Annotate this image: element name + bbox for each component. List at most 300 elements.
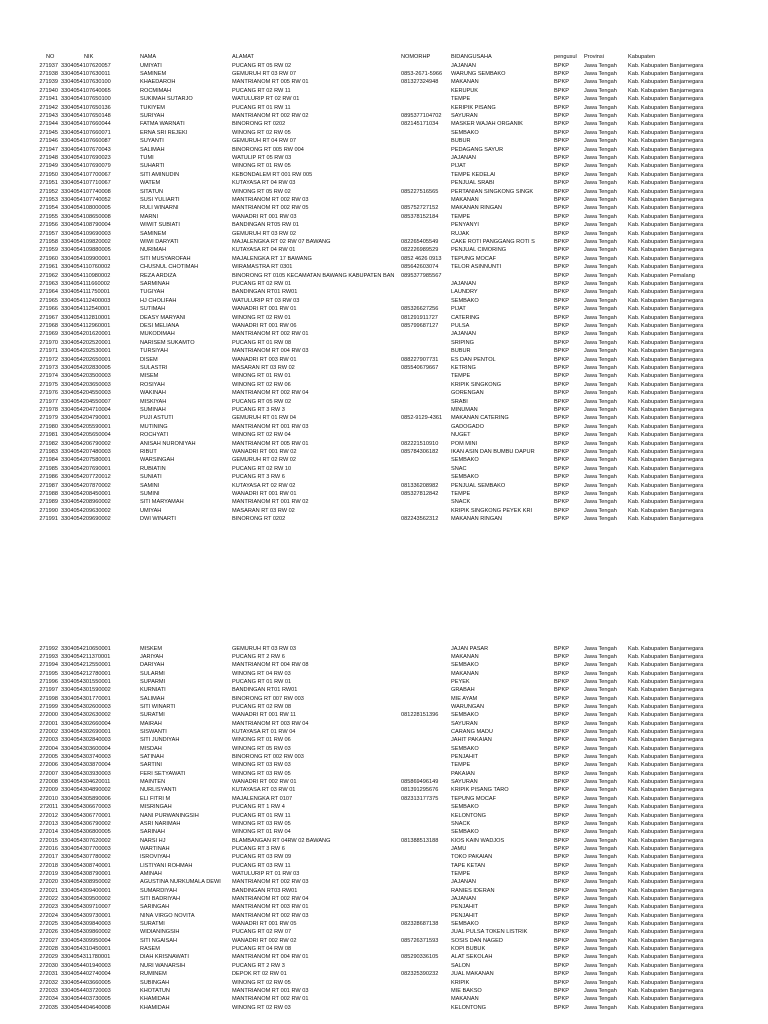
row-bidangusaha: PENJAHIT (451, 912, 479, 919)
row-kabupaten: Kab. Kabupaten Banjarnegara (628, 896, 704, 902)
row-provinsi: Jawa Tengah (584, 645, 617, 652)
row-no: 271983 (39, 448, 58, 455)
row-provinsi: Jawa Tengah (584, 121, 617, 128)
row-no: 271978 (39, 406, 58, 413)
row-nik: 3304054209630002 (61, 507, 111, 514)
row-no: 272029 (39, 954, 58, 961)
row-nik: 3304054309500002 (61, 896, 111, 902)
row-pengusul: BPKP (554, 280, 569, 287)
row-pengusul: BPKP (554, 222, 569, 229)
row-no: 271969 (39, 331, 58, 338)
row-bidangusaha: TEMPE (451, 213, 471, 220)
row-nomorhp: 085326627256 (401, 306, 439, 313)
row-provinsi: Jawa Tengah (584, 381, 617, 388)
row-nama: RUMINEM (140, 971, 167, 978)
row-pengusul: BPKP (554, 255, 569, 262)
row-bidangusaha: BUBUR (451, 348, 471, 355)
row-nama: JARIYAH (140, 653, 164, 660)
row-provinsi: Jawa Tengah (584, 896, 617, 902)
row-nama: KHOTATUN (140, 987, 170, 994)
row-bidangusaha: MIE AYAM (451, 695, 478, 702)
row-nomorhp: 0852 4626 0913 (401, 255, 442, 262)
row-kabupaten: Kab. Kabupaten Banjarnegara (628, 762, 704, 769)
row-pengusul: BPKP (554, 712, 569, 719)
row-no: 271988 (39, 490, 58, 497)
row-pengusul: BPKP (554, 348, 569, 355)
row-pengusul: BPKP (554, 921, 569, 928)
table-row (0, 1003, 768, 1013)
row-kabupaten: Kab. Kabupaten Banjarnegara (628, 180, 704, 187)
row-no: 271945 (39, 129, 58, 136)
row-nik: 3304054207870002 (61, 482, 111, 489)
row-nik: 3304054112810001 (61, 314, 111, 321)
row-provinsi: Jawa Tengah (584, 804, 617, 811)
row-bidangusaha: SEMBAKO (451, 129, 479, 136)
row-nik: 3304054112540001 (61, 306, 111, 313)
row-no: 272002 (39, 729, 58, 735)
row-nik: 3304054309840003 (61, 921, 111, 928)
row-kabupaten: Kab. Kabupaten Banjarnegara (628, 754, 704, 761)
row-pengusul: BPKP (554, 837, 569, 844)
row-no: 272021 (39, 887, 58, 894)
row-bidangusaha: CARANG MADU (451, 729, 493, 735)
row-nama: REZA ARDIZA (140, 272, 177, 279)
row-nik: 3304054109900001 (61, 255, 111, 262)
row-nama: TUGIYAH (140, 289, 165, 296)
row-kabupaten: Kab. Kabupaten Banjarnegara (628, 432, 704, 439)
row-kabupaten: Kab. Kabupaten Banjarnegara (628, 662, 704, 669)
row-alamat: WIRAMASTRA RT 0301 (232, 264, 293, 271)
row-nik: 3304054303870004 (61, 762, 111, 769)
row-nomorhp: 0852-9129-4361 (401, 415, 443, 422)
row-pengusul: BPKP (554, 879, 569, 886)
row-provinsi: Jawa Tengah (584, 946, 617, 953)
row-nomorhp: 082145171034 (401, 121, 439, 128)
row-bidangusaha: PENJUAL SEMBAKO (451, 482, 506, 489)
row-no: 272009 (39, 787, 58, 794)
row-provinsi: Jawa Tengah (584, 62, 617, 69)
row-provinsi: Jawa Tengah (584, 331, 617, 338)
row-nama: DESI MELIANA (140, 322, 180, 329)
row-no: 271947 (39, 146, 58, 153)
row-nik: 3304054307700003 (61, 845, 111, 852)
row-pengusul: BPKP (554, 678, 569, 685)
row-alamat: KUTAYASA RT 02 RW 02 (232, 482, 296, 489)
row-pengusul: BPKP (554, 331, 569, 338)
row-nik: 3304054306770001 (61, 812, 111, 819)
row-kabupaten: Kab. Kabupaten Banjarnegara (628, 854, 704, 861)
row-pengusul: BPKP (554, 482, 569, 489)
row-bidangusaha: MASKER WAJAH ORGANIK (451, 121, 523, 128)
row-nik: 3304054309950004 (61, 937, 111, 944)
row-provinsi: Jawa Tengah (584, 322, 617, 329)
row-alamat: BINORONG RT 005 RW 004 (232, 146, 304, 153)
row-pengusul: BPKP (554, 306, 569, 313)
row-pengusul: BPKP (554, 238, 569, 245)
row-no: 271963 (39, 280, 58, 287)
row-nama: SUNIATI (140, 474, 162, 481)
row-provinsi: Jawa Tengah (584, 222, 617, 229)
row-provinsi: Jawa Tengah (584, 70, 617, 77)
row-nama: WIWIT SUBIATI (140, 222, 180, 229)
row-kabupaten: Kab. Kabupaten Banjarnegara (628, 364, 704, 371)
row-bidangusaha: SRIPING (451, 339, 475, 346)
row-kabupaten: Kab. Kabupaten Banjarnegara (628, 887, 704, 894)
row-bidangusaha: JAJANAN (451, 62, 476, 69)
row-provinsi: Jawa Tengah (584, 406, 617, 413)
row-alamat: WINONG RT 03 RW 05 (232, 770, 291, 777)
row-bidangusaha: KERIPIK PISANG (451, 104, 496, 111)
row-kabupaten: Kab. Kabupaten Banjarnegara (628, 670, 704, 677)
row-provinsi: Jawa Tengah (584, 670, 617, 677)
row-provinsi: Jawa Tengah (584, 870, 617, 877)
row-no: 272008 (39, 779, 58, 786)
row-nomorhp: 085726371593 (401, 937, 439, 944)
row-no: 271985 (39, 465, 58, 472)
row-no: 271974 (39, 373, 58, 380)
row-provinsi: Jawa Tengah (584, 196, 617, 203)
row-provinsi: Jawa Tengah (584, 729, 617, 735)
row-pengusul: BPKP (554, 112, 569, 119)
row-bidangusaha: SNACK (451, 820, 471, 827)
row-nama: SAMINI (140, 482, 160, 489)
row-alamat: MANTRIANOM RT 004 RW 08 (232, 662, 309, 669)
row-no: 272023 (39, 904, 58, 911)
row-kabupaten: Kab. Kabupaten Banjarnegara (628, 406, 704, 413)
row-nama: SUMARDIYAH (140, 887, 177, 894)
row-alamat: PUCANG RT 3 RW 6 (232, 845, 285, 852)
row-pengusul: BPKP (554, 954, 569, 961)
row-alamat: WANADRI RT 001 RW 11 (232, 712, 297, 719)
row-kabupaten: Kab. Kabupaten Banjarnegara (628, 205, 704, 212)
row-pengusul: BPKP (554, 264, 569, 271)
row-nik: 3304054204710004 (61, 406, 111, 413)
header-pengusul: pengusul (554, 54, 577, 60)
row-kabupaten: Kab. Kabupaten Banjarnegara (628, 339, 704, 346)
row-bidangusaha: PENJUAL SRABI (451, 180, 495, 187)
row-kabupaten: Kab. Kabupaten Banjarnegara (628, 381, 704, 388)
row-provinsi: Jawa Tengah (584, 146, 617, 153)
row-nik: 3304054207480003 (61, 448, 111, 455)
row-pengusul: BPKP (554, 896, 569, 902)
row-kabupaten: Kab. Kabupaten Banjarnegara (628, 729, 704, 735)
row-pengusul: BPKP (554, 146, 569, 153)
row-alamat: PUCANG RT 05 RW 02 (232, 398, 292, 405)
row-kabupaten: Kab. Kabupaten Banjarnegara (628, 687, 704, 694)
row-bidangusaha: SRABI (451, 398, 468, 405)
row-nik: 3304054111750001 (61, 289, 110, 296)
row-no: 271964 (39, 289, 58, 296)
row-bidangusaha: CATERING (451, 314, 480, 321)
row-nik: 3304054301550001 (61, 678, 111, 685)
row-nama: KURNIATI (140, 687, 166, 694)
row-provinsi: Jawa Tengah (584, 163, 617, 170)
row-provinsi: Jawa Tengah (584, 712, 617, 719)
row-nik: 3304054107740052 (61, 196, 111, 203)
row-nik: 3304054107630011 (61, 70, 111, 77)
row-nama: KHAMIDAH (140, 1004, 170, 1011)
row-nik: 3304054204790001 (61, 415, 111, 422)
row-kabupaten: Kab. Kabupaten Banjarnegara (628, 971, 704, 978)
row-bidangusaha: MAKANAN (451, 996, 479, 1003)
row-bidangusaha: TEMPE (451, 762, 471, 769)
row-nama: MISRINGAH (140, 804, 172, 811)
row-kabupaten: Kab. Kabupaten Banjarnegara (628, 703, 704, 710)
row-nama: ROCHYATI (140, 432, 169, 439)
row-bidangusaha: TEMPE KEDELAI (451, 171, 496, 178)
row-nama: SUTIMAH (140, 306, 166, 313)
row-nomorhp: 082265405549 (401, 238, 439, 245)
row-provinsi: Jawa Tengah (584, 356, 617, 363)
row-bidangusaha: SEMBAKO (451, 921, 479, 928)
row-nik: 3304054107700067 (61, 171, 111, 178)
row-pengusul: BPKP (554, 904, 569, 911)
row-bidangusaha: ES DAN PENTOL (451, 356, 496, 363)
row-alamat: WATULURIP RT 02 RW 01 (232, 96, 300, 103)
row-provinsi: Jawa Tengah (584, 255, 617, 262)
row-alamat: PUCANG RT 1 RW 4 (232, 804, 285, 811)
row-no: 272005 (39, 754, 58, 761)
row-alamat: KUTAYASA RT 04 RW 01 (232, 247, 296, 254)
row-bidangusaha: SAYURAN (451, 779, 478, 786)
row-kabupaten: Kab. Kabupaten Banjarnegara (628, 138, 704, 145)
row-pengusul: BPKP (554, 971, 569, 978)
row-alamat: MAJALENGKA RT 02 RW 07 BAWANG (232, 238, 331, 245)
row-bidangusaha: WARUNG SEMBAKO (451, 70, 506, 77)
row-pengusul: BPKP (554, 381, 569, 388)
row-pengusul: BPKP (554, 507, 569, 514)
row-pengusul: BPKP (554, 104, 569, 111)
row-no: 271962 (39, 272, 58, 279)
row-pengusul: BPKP (554, 499, 569, 506)
row-nama: PUJI ASTUTI (140, 415, 174, 422)
row-alamat: WINONG RT 01 RW 06 (232, 737, 291, 744)
row-kabupaten: Kab. Kabupaten Banjarnegara (628, 62, 704, 69)
row-nama: MISKEM (140, 645, 163, 652)
row-pengusul: BPKP (554, 720, 569, 727)
row-alamat: KUTAYASA RT 01 RW 04 (232, 729, 296, 735)
row-nik: 3304054308950002 (61, 879, 111, 886)
row-provinsi: Jawa Tengah (584, 820, 617, 827)
row-kabupaten: Kab. Kabupaten Banjarnegara (628, 104, 704, 111)
row-bidangusaha: TELOR ASINNUNTI (451, 264, 502, 271)
row-bidangusaha: KETRING (451, 364, 476, 371)
row-nik: 3304054404640008 (61, 1004, 111, 1011)
row-alamat: PUCANG RT 3 RW 3 (232, 406, 285, 413)
row-pengusul: BPKP (554, 406, 569, 413)
row-kabupaten: Kab. Kabupaten Banjarnegara (628, 306, 704, 313)
row-alamat: PUCANG RT 3 RW 6 (232, 474, 285, 481)
row-no: 271980 (39, 423, 58, 430)
row-kabupaten: Kab. Kabupaten Banjarnegara (628, 440, 704, 447)
row-kabupaten: Kab. Kabupaten Banjarnegara (628, 129, 704, 136)
row-bidangusaha: KRIPIK SINGKONG (451, 381, 502, 388)
row-provinsi: Jawa Tengah (584, 112, 617, 119)
row-alamat: WINONG RT 05 RW 03 (232, 745, 291, 752)
row-nama: ERNA SRI REJEKI (140, 129, 188, 136)
row-pengusul: BPKP (554, 440, 569, 447)
row-nik: 3304054307620002 (61, 837, 111, 844)
row-alamat: KUTAYASA RT 04 RW 03 (232, 180, 296, 187)
row-alamat: PUCANG RT 02 RW 07 (232, 929, 292, 936)
row-nama: SURATMI (140, 712, 165, 719)
row-no: 271971 (39, 348, 58, 355)
row-bidangusaha: MAKANAN RINGAN (451, 205, 502, 212)
row-nomorhp: 085290336105 (401, 954, 439, 961)
row-no: 272019 (39, 870, 58, 877)
row-no: 271998 (39, 695, 58, 702)
row-nik: 3304054310450001 (61, 946, 111, 953)
row-kabupaten: Kab. Kabupaten Banjarnegara (628, 87, 704, 94)
row-bidangusaha: MAKANAN (451, 79, 479, 86)
row-kabupaten: Kab. Kabupaten Banjarnegara (628, 465, 704, 472)
row-nik: 3304054202520001 (61, 339, 111, 346)
row-nik: 3304054303740003 (61, 754, 111, 761)
row-provinsi: Jawa Tengah (584, 154, 617, 161)
row-no: 271959 (39, 247, 58, 254)
row-nik: 3304054201620001 (61, 331, 111, 338)
row-nik: 3304054305890006 (61, 795, 111, 802)
row-no: 271957 (39, 230, 58, 237)
row-nomorhp: 085784306182 (401, 448, 439, 455)
row-pengusul: BPKP (554, 812, 569, 819)
row-nik: 3304054403660005 (61, 979, 111, 986)
row-bidangusaha: RUJAK (451, 230, 470, 237)
row-provinsi: Jawa Tengah (584, 770, 617, 777)
row-nik: 3304054202650001 (61, 356, 111, 363)
row-pengusul: BPKP (554, 754, 569, 761)
row-kabupaten: Kab. Kabupaten Banjarnegara (628, 70, 704, 77)
row-bidangusaha: SALON (451, 962, 470, 969)
header-bidangusaha: BIDANGUSAHA (451, 54, 492, 60)
row-provinsi: Jawa Tengah (584, 129, 617, 136)
row-provinsi: Jawa Tengah (584, 662, 617, 669)
row-pengusul: BPKP (554, 653, 569, 660)
row-kabupaten: Kab. Kabupaten Banjarnegara (628, 879, 704, 886)
row-alamat: MANTRIANOM RT 002 RW 04 (232, 390, 309, 397)
row-no: 272030 (39, 962, 58, 969)
row-alamat: WINONG RT 02 RW 04 (232, 432, 291, 439)
row-provinsi: Jawa Tengah (584, 754, 617, 761)
row-alamat: BANDINGAN RT01 RW01 (232, 687, 298, 694)
row-pengusul: BPKP (554, 230, 569, 237)
row-alamat: WANADRI RT 001 RW 01 (232, 490, 297, 497)
row-kabupaten: Kab. Kabupaten Banjarnegara (628, 929, 704, 936)
row-pengusul: BPKP (554, 987, 569, 994)
row-kabupaten: Kab. Kabupaten Banjarnegara (628, 921, 704, 928)
row-no: 271952 (39, 188, 58, 195)
row-provinsi: Jawa Tengah (584, 390, 617, 397)
row-no: 271975 (39, 381, 58, 388)
row-nik: 3304054206790002 (61, 440, 111, 447)
row-nomorhp: 081291911727 (401, 314, 438, 321)
row-bidangusaha: SEMBAKO (451, 662, 479, 669)
row-kabupaten: Kab. Kabupaten Banjarnegara (628, 712, 704, 719)
row-kabupaten: Kab. Kabupaten Banjarnegara (628, 171, 704, 178)
row-kabupaten: Kab. Kabupaten Banjarnegara (628, 112, 704, 119)
row-nik: 3304054301590002 (61, 687, 111, 694)
row-nama: SARMINAH (140, 280, 170, 287)
row-nama: SUPARMI (140, 678, 166, 685)
row-kabupaten: Kab. Kabupaten Banjarnegara (628, 222, 704, 229)
row-provinsi: Jawa Tengah (584, 213, 617, 220)
row-no: 271941 (39, 96, 58, 103)
row-provinsi: Jawa Tengah (584, 415, 617, 422)
row-alamat: WANADRI RT 001 RW 06 (232, 322, 297, 329)
row-nik: 3304054107660071 (61, 129, 111, 136)
row-no: 271956 (39, 222, 58, 229)
row-bidangusaha: GRABAH (451, 687, 475, 694)
row-pengusul: BPKP (554, 79, 569, 86)
row-provinsi: Jawa Tengah (584, 339, 617, 346)
row-nama: SITATUN (140, 188, 164, 195)
row-nik: 3304054203650003 (61, 381, 111, 388)
row-pengusul: BPKP (554, 745, 569, 752)
row-nik: 3304054112960001 (61, 322, 111, 329)
row-alamat: PUCANG RT 02 RW 10 (232, 465, 292, 472)
row-nomorhp: 0895377985567 (401, 272, 442, 279)
row-nama: SISWANTI (140, 729, 167, 735)
row-nik: 3304054306670003 (61, 804, 111, 811)
row-provinsi: Jawa Tengah (584, 979, 617, 986)
row-bidangusaha: SEMBAKO (451, 829, 479, 836)
row-no: 272011 (39, 804, 58, 811)
row-no: 272003 (39, 737, 58, 744)
row-nama: MUTINING (140, 423, 168, 430)
row-nik: 3304054302690001 (61, 729, 111, 735)
row-bidangusaha: PAKAIAN (451, 770, 475, 777)
row-nik: 3304054110760002 (61, 264, 111, 271)
row-kabupaten: Kab. Kabupaten Banjarnegara (628, 653, 704, 660)
row-pengusul: BPKP (554, 929, 569, 936)
row-alamat: MANTRIANOM RT 001 RW 03 (232, 423, 309, 430)
row-kabupaten: Kab. Kabupaten Banjarnegara (628, 845, 704, 852)
row-nomorhp: 085378152184 (401, 213, 439, 220)
row-nik: 3304054309860002 (61, 929, 111, 936)
row-no: 272028 (39, 946, 58, 953)
row-no: 271966 (39, 306, 58, 313)
row-pengusul: BPKP (554, 415, 569, 422)
row-alamat: KEBONDALEM RT 001 RW 005 (232, 171, 313, 178)
row-nomorhp: 085642603074 (401, 264, 439, 271)
row-kabupaten: Kab. Kabupaten Banjarnegara (628, 230, 704, 237)
row-kabupaten: Kab. Kabupaten Banjarnegara (628, 423, 704, 430)
row-nama: UMIYATI (140, 62, 162, 69)
row-alamat: PUCANG RT 04 RW 08 (232, 946, 292, 953)
row-provinsi: Jawa Tengah (584, 87, 617, 94)
row-nik: 3304054308790001 (61, 870, 111, 877)
row-bidangusaha: PIJAT (451, 163, 466, 170)
row-pengusul: BPKP (554, 322, 569, 329)
row-alamat: PUCANG RT 03 RW 11 (232, 862, 291, 869)
row-pengusul: BPKP (554, 272, 569, 279)
row-no: 271970 (39, 339, 58, 346)
row-bidangusaha: TAPE KETAN (451, 862, 485, 869)
row-no: 271939 (39, 79, 58, 86)
row-alamat: MANTRIANOM RT 001 RW 03 (232, 987, 309, 994)
row-nik: 3304054401940003 (61, 962, 111, 969)
row-nomorhp: 085327812842 (401, 490, 439, 497)
row-no: 271960 (39, 255, 58, 262)
row-kabupaten: Kab. Kabupaten Banjarnegara (628, 795, 704, 802)
row-nomorhp: 082243562312 (401, 516, 439, 523)
row-no: 271972 (39, 356, 58, 363)
row-kabupaten: Kab. Kabupaten Banjarnegara (628, 314, 704, 321)
row-provinsi: Jawa Tengah (584, 280, 617, 287)
row-provinsi: Jawa Tengah (584, 954, 617, 961)
row-bidangusaha: MAKANAN (451, 653, 479, 660)
row-alamat: BINORONG RT 0105 KECAMATAN BAWANG KABUPATEN BAN (232, 272, 395, 279)
